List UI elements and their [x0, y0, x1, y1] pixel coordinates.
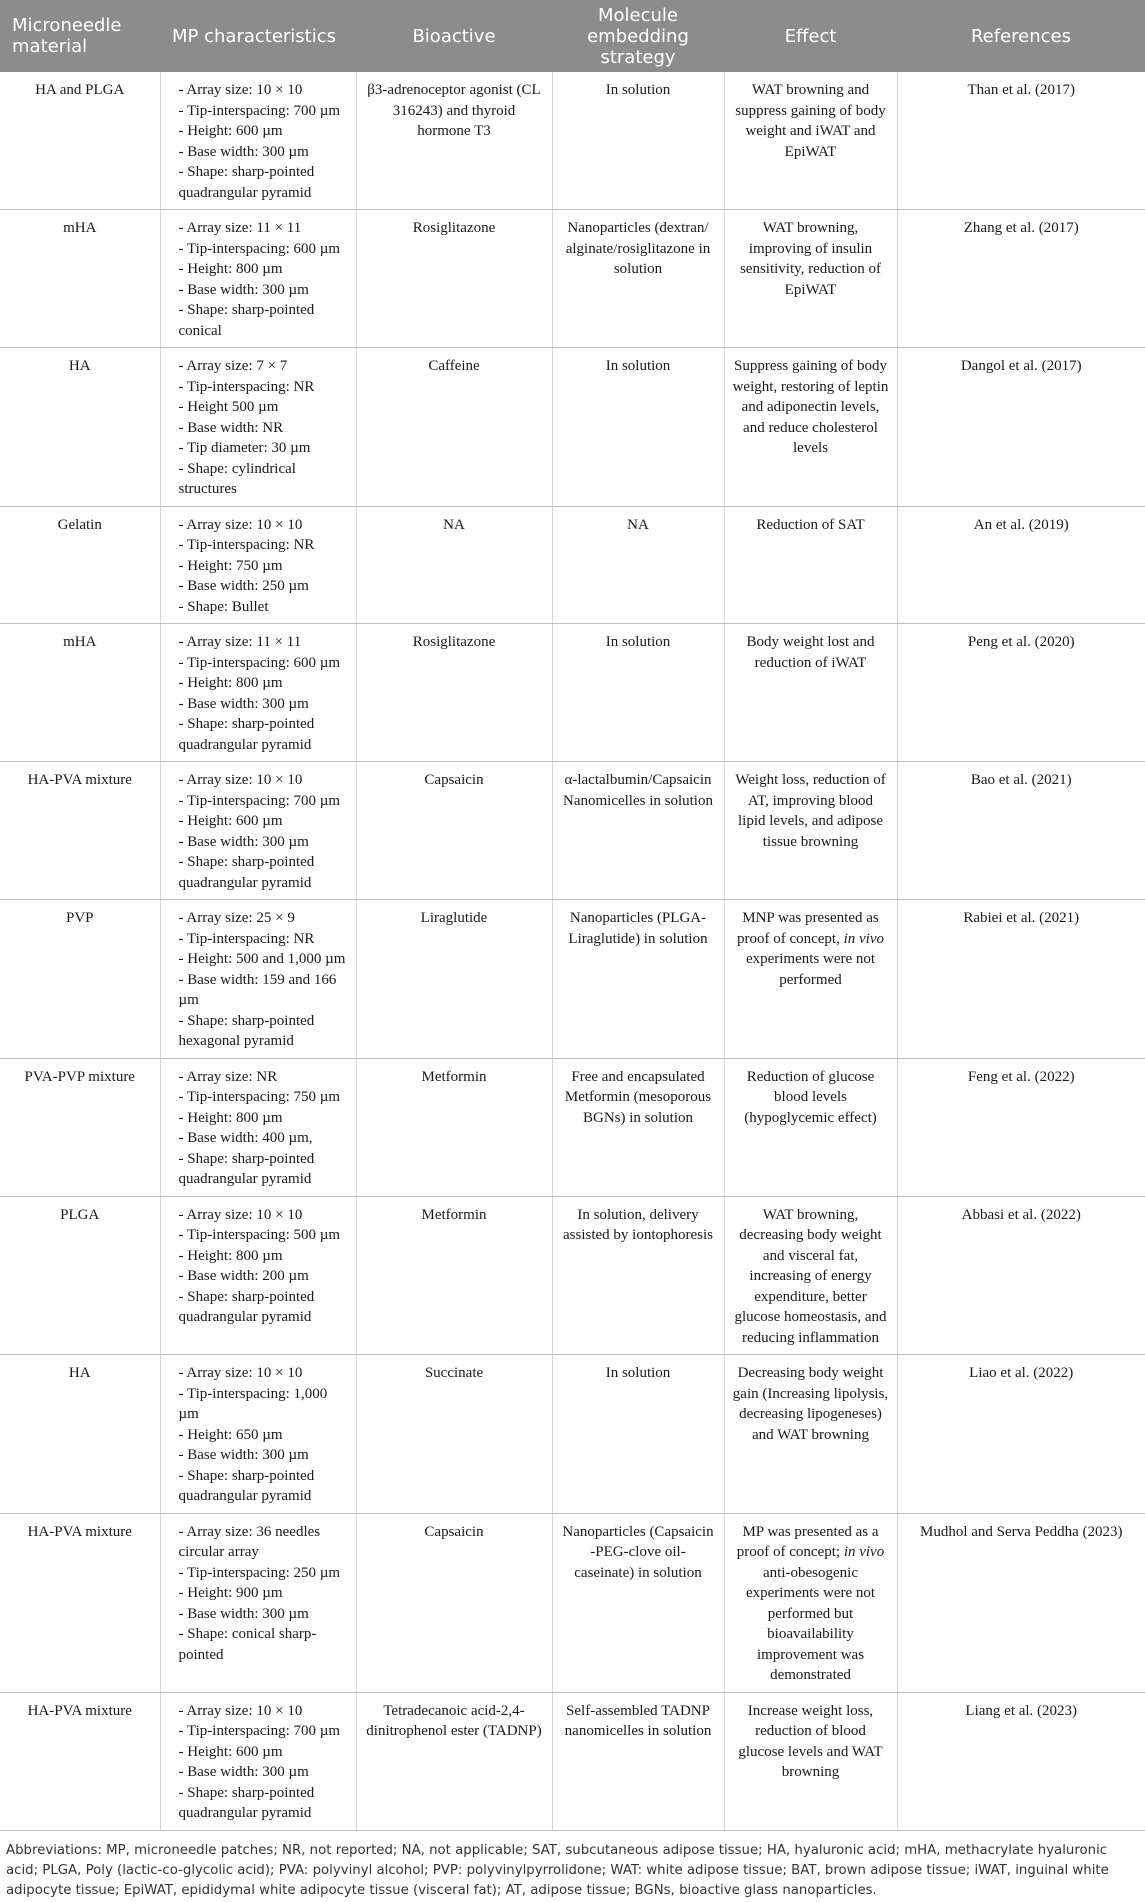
cell-mp-characteristics: - Array size: 10 × 10 - Tip-interspacing: 500 µm - Height: 800 µm - Base width: 200 µm - Shape: sharp-pointed quadrangular pyramid	[160, 1196, 356, 1355]
cell-material: HA-PVA mixture	[0, 1513, 160, 1692]
cell-effect: Reduction of glucose blood levels (hypoglycemic effect)	[724, 1058, 897, 1196]
table-row	[0, 72, 1145, 210]
cell-material: mHA	[0, 210, 160, 348]
cell-effect: Decreasing body weight gain (Increasing lipolysis, decreasing lipogeneses) and WAT browning	[724, 1355, 897, 1514]
cell-material: HA	[0, 1355, 160, 1514]
table-row	[0, 348, 1145, 507]
cell-bioactive: β3-adrenoceptor agonist (CL 316243) and thyroid hormone T3	[356, 72, 552, 210]
table-row	[0, 900, 1145, 1059]
header-embedding-strategy: Molecule embedding strategy	[552, 0, 724, 72]
cell-reference: Peng et al. (2020)	[897, 624, 1145, 762]
cell-embedding-strategy: α-lactalbumin/Capsaicin Nanomicelles in solution	[552, 762, 724, 900]
cell-mp-characteristics: - Array size: 10 × 10 - Tip-interspacing: 1,000 µm - Height: 650 µm - Base width: 300 µm - Shape: sharp-pointed quadrangular pyramid	[160, 1355, 356, 1514]
cell-effect: WAT browning, improving of insulin sensitivity, reduction of EpiWAT	[724, 210, 897, 348]
cell-bioactive: Liraglutide	[356, 900, 552, 1059]
cell-effect: WAT browning, decreasing body weight and visceral fat, increasing of energy expenditure, better glucose homeostasis, and reducing inflammation	[724, 1196, 897, 1355]
header-mp-characteristics: MP characteristics	[160, 0, 356, 72]
cell-reference: Abbasi et al. (2022)	[897, 1196, 1145, 1355]
table-row	[0, 624, 1145, 762]
cell-material: mHA	[0, 624, 160, 762]
cell-mp-characteristics: - Array size: NR - Tip-interspacing: 750 µm - Height: 800 µm - Base width: 400 µm, - Shape: sharp-pointed quadrangular pyramid	[160, 1058, 356, 1196]
cell-reference: An et al. (2019)	[897, 506, 1145, 624]
cell-effect: Increase weight loss, reduction of blood glucose levels and WAT browning	[724, 1692, 897, 1830]
cell-material: HA-PVA mixture	[0, 1692, 160, 1830]
cell-embedding-strategy: Nanoparticles (dextran/ alginate/rosiglitazone in solution	[552, 210, 724, 348]
cell-effect	[724, 900, 897, 1059]
cell-mp-characteristics: - Array size: 10 × 10 - Tip-interspacing: NR - Height: 750 µm - Base width: 250 µm - Shape: Bullet	[160, 506, 356, 624]
cell-material: PVA-PVP mixture	[0, 1058, 160, 1196]
effect-text-part: experiments were not performed	[745, 951, 876, 988]
effect-italic-part: in vivo	[843, 930, 885, 947]
cell-embedding-strategy: In solution, delivery assisted by iontophoresis	[552, 1196, 724, 1355]
cell-effect: Suppress gaining of body weight, restoring of leptin and adiponectin levels, and reduce cholesterol levels	[724, 348, 897, 507]
cell-material: HA-PVA mixture	[0, 762, 160, 900]
cell-material: PVP	[0, 900, 160, 1059]
effect-italic-part: in vivo	[843, 1544, 885, 1560]
cell-effect: Body weight lost and reduction of iWAT	[724, 624, 897, 762]
cell-bioactive: Capsaicin	[356, 762, 552, 900]
cell-effect: WAT browning and suppress gaining of body weight and iWAT and EpiWAT	[724, 72, 897, 210]
cell-mp-characteristics: - Array size: 11 × 11 - Tip-interspacing: 600 µm - Height: 800 µm - Base width: 300 µm - Shape: sharp-pointed quadrangular pyramid	[160, 624, 356, 762]
cell-reference: Zhang et al. (2017)	[897, 210, 1145, 348]
table-row	[0, 1692, 1145, 1830]
cell-bioactive: Tetradecanoic acid-2,4-dinitrophenol ester (TADNP)	[356, 1692, 552, 1830]
cell-bioactive: Caffeine	[356, 348, 552, 507]
cell-effect: Weight loss, reduction of AT, improving blood lipid levels, and adipose tissue browning	[724, 762, 897, 900]
cell-embedding-strategy: NA	[552, 506, 724, 624]
cell-material: PLGA	[0, 1196, 160, 1355]
cell-embedding-strategy: In solution	[552, 624, 724, 762]
cell-effect	[724, 1513, 897, 1692]
header-references: References	[897, 0, 1145, 72]
table-row	[0, 762, 1145, 900]
cell-bioactive: Rosiglitazone	[356, 624, 552, 762]
cell-material: HA and PLGA	[0, 72, 160, 210]
header-bioactive: Bioactive	[356, 0, 552, 72]
cell-mp-characteristics: - Array size: 10 × 10 - Tip-interspacing: 700 µm - Height: 600 µm - Base width: 300 µm - Shape: sharp-pointed quadrangular pyramid	[160, 72, 356, 210]
cell-mp-characteristics: - Array size: 11 × 11 - Tip-interspacing: 600 µm - Height: 800 µm - Base width: 300 µm - Shape: sharp-pointed conical	[160, 210, 356, 348]
cell-material: HA	[0, 348, 160, 507]
cell-reference: Bao et al. (2021)	[897, 762, 1145, 900]
effect-text-part: anti-obesogenic experiments were not performed but bioavailability improvement was demonstrated	[745, 1564, 876, 1683]
cell-reference: Liang et al. (2023)	[897, 1692, 1145, 1830]
cell-mp-characteristics: - Array size: 7 × 7 - Tip-interspacing: NR - Height 500 µm - Base width: NR - Tip diameter: 30 µm - Shape: cylindrical structures	[160, 348, 356, 507]
cell-mp-characteristics: - Array size: 10 × 10 - Tip-interspacing: 700 µm - Height: 600 µm - Base width: 300 µm - Shape: sharp-pointed quadrangular pyramid	[160, 1692, 356, 1830]
cell-mp-characteristics: - Array size: 10 × 10 - Tip-interspacing: 700 µm - Height: 600 µm - Base width: 300 µm - Shape: sharp-pointed quadrangular pyramid	[160, 762, 356, 900]
table-row	[0, 506, 1145, 624]
cell-bioactive: Metformin	[356, 1058, 552, 1196]
cell-mp-characteristics: - Array size: 36 needles circular array - Tip-interspacing: 250 µm - Height: 900 µm - Base width: 300 µm - Shape: conical sharp-pointed	[160, 1513, 356, 1692]
cell-bioactive: NA	[356, 506, 552, 624]
cell-embedding-strategy: Nanoparticles (Capsaicin -PEG-clove oil-caseinate) in solution	[552, 1513, 724, 1692]
cell-embedding-strategy: Free and encapsulated Metformin (mesoporous BGNs) in solution	[552, 1058, 724, 1196]
cell-bioactive: Succinate	[356, 1355, 552, 1514]
cell-reference: Feng et al. (2022)	[897, 1058, 1145, 1196]
cell-embedding-strategy: In solution	[552, 72, 724, 210]
table-row	[0, 210, 1145, 348]
cell-effect: Reduction of SAT	[724, 506, 897, 624]
cell-bioactive: Rosiglitazone	[356, 210, 552, 348]
header-material: Microneedle material	[0, 0, 160, 72]
table-header-row	[0, 0, 1145, 72]
cell-embedding-strategy: In solution	[552, 1355, 724, 1514]
cell-mp-characteristics: - Array size: 25 × 9 - Tip-interspacing: NR - Height: 500 and 1,000 µm - Base width: 159 and 166 µm - Shape: sharp-pointed hexagonal pyramid	[160, 900, 356, 1059]
cell-bioactive: Capsaicin	[356, 1513, 552, 1692]
cell-reference: Than et al. (2017)	[897, 72, 1145, 210]
table-body	[0, 72, 1145, 1830]
cell-embedding-strategy: Nanoparticles (PLGA-Liraglutide) in solution	[552, 900, 724, 1059]
table-row	[0, 1513, 1145, 1692]
cell-reference: Dangol et al. (2017)	[897, 348, 1145, 507]
effect-text-part: MP was presented as a proof of concept;	[736, 1523, 879, 1560]
table-row	[0, 1058, 1145, 1196]
cell-material: Gelatin	[0, 506, 160, 624]
table-row	[0, 1355, 1145, 1514]
cell-reference: Mudhol and Serva Peddha (2023)	[897, 1513, 1145, 1692]
effect-text-part: MNP was presented as proof of concept,	[736, 910, 879, 947]
abbreviations-footnote: Abbreviations: MP, microneedle patches; NR, not reported; NA, not applicable; SAT, subcutaneous adipose tissue; HA, hyaluronic acid; mHA, methacrylate hyaluronic acid; PLGA, Poly (lactic-co-glycolic acid); PVA: polyvinyl alcohol; PVP: polyvinylpyrrolidone; WAT: white adipose tissue; BAT, brown adipose tissue; iWAT, inguinal white adipocyte tissue; EpiWAT, epididymal white adipocyte tissue (visceral fat); AT, adipose tissue; BGNs, bioactive glass nanoparticles.	[6, 1842, 1109, 1898]
table-row	[0, 1196, 1145, 1355]
cell-reference: Liao et al. (2022)	[897, 1355, 1145, 1514]
cell-reference: Rabiei et al. (2021)	[897, 900, 1145, 1059]
cell-embedding-strategy: In solution	[552, 348, 724, 507]
cell-bioactive: Metformin	[356, 1196, 552, 1355]
header-effect: Effect	[724, 0, 897, 72]
cell-embedding-strategy: Self-assembled TADNP nanomicelles in solution	[552, 1692, 724, 1830]
